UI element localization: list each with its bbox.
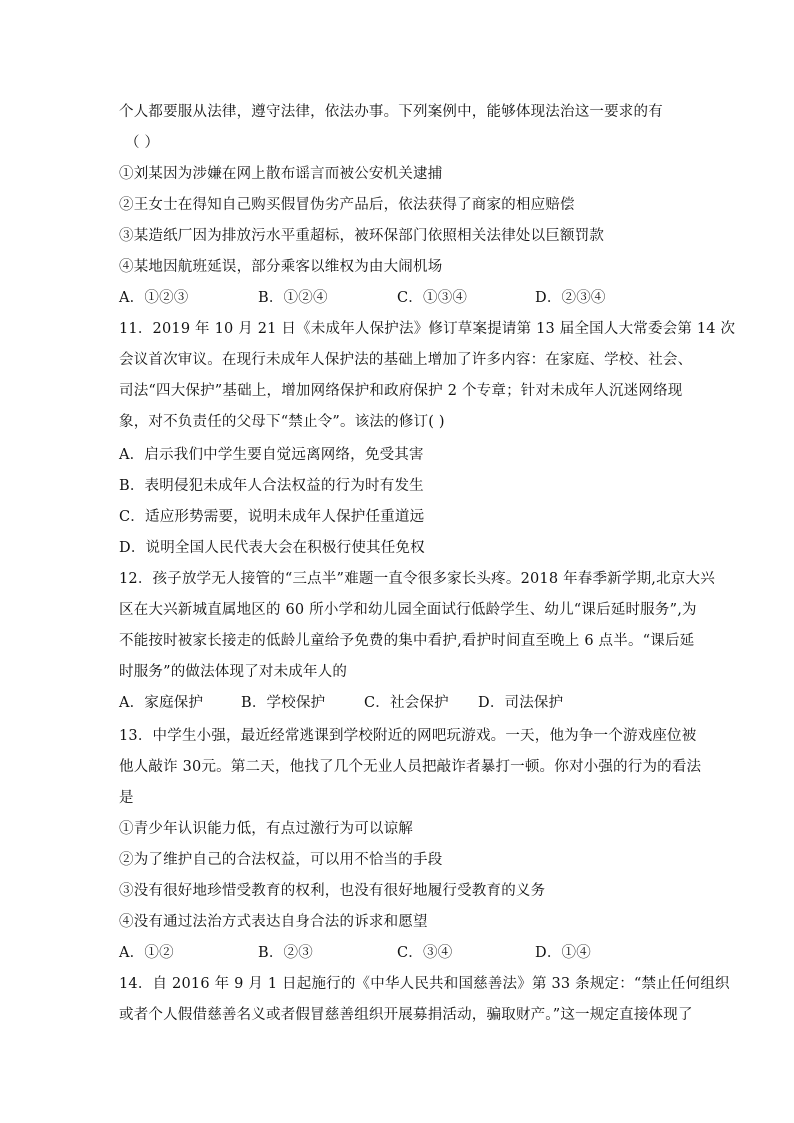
q12-option-d: D．司法保护 — [478, 695, 564, 711]
q12-stem-line-3: 不能按时被家长接走的低龄儿童给予免费的集中看护,看护时间直至晚上 6 点半。“课后延 — [119, 633, 695, 649]
q13-option-b: B．②③ — [258, 945, 313, 961]
q12-option-a: A．家庭保护 — [119, 695, 204, 711]
q13-item-2: ②为了维护自己的合法权益，可以用不恰当的手段 — [119, 852, 443, 868]
q11-stem-line-1: 11．2019 年 10 月 21 日《未成年人保护法》修订草案提请第 13 届全国人大常委会第 14 次 — [119, 321, 736, 337]
q11-stem-line-4: 象，对不负责任的父母下“禁止令”。该法的修订( ) — [119, 414, 445, 430]
q12-stem-line-2: 区在大兴新城直属地区的 60 所小学和幼儿园全面试行低龄学生、幼儿“课后延时服务”,为 — [119, 602, 697, 618]
q10-item-4: ④某地因航班延误，部分乘客以维权为由大闹机场 — [119, 259, 443, 275]
q10-item-2: ②王女士在得知自己购买假冒伪劣产品后，依法获得了商家的相应赔偿 — [119, 197, 575, 213]
q13-item-4: ④没有通过法治方式表达自身合法的诉求和愿望 — [119, 914, 428, 930]
q13-item-1: ①青少年认识能力低，有点过激行为可以谅解 — [119, 821, 413, 837]
q11-option-a: A．启示我们中学生要自觉远离网络，免受其害 — [119, 447, 424, 463]
q12-option-b: B．学校保护 — [241, 695, 326, 711]
q11-stem-line-2: 会议首次审议。在现行未成年人保护法的基础上增加了许多内容：在家庭、学校、社会、 — [119, 352, 693, 368]
q13-stem-line-3: 是 — [119, 790, 134, 806]
q11-option-c: C．适应形势需要，说明未成年人保护任重道远 — [119, 509, 425, 525]
q12-stem-line-4: 时服务”的做法体现了对未成年人的 — [119, 664, 348, 680]
q10-item-1: ①刘某因为涉嫌在网上散布谣言而被公安机关逮捕 — [119, 166, 443, 182]
q10-stem-line-1: 个人都要服从法律，遵守法律，依法办事。下列案例中，能够体现法治这一要求的有 — [119, 104, 663, 120]
q13-option-d: D．①④ — [535, 945, 591, 961]
q13-stem-line-2: 他人敲诈 30元。第二天，他找了几个无业人员把敲诈者暴打一顿。你对小强的行为的看法 — [119, 759, 702, 775]
q14-stem-line-2: 或者个人假借慈善名义或者假冒慈善组织开展募捐活动，骗取财产。”这一规定直接体现了 — [119, 1007, 693, 1023]
q10-option-b: B．①②④ — [258, 290, 328, 306]
q10-option-d: D．②③④ — [535, 290, 606, 306]
q12-stem-line-1: 12．孩子放学无人接管的“三点半”难题一直令很多家长头疼。2018 年春季新学期,北京大兴 — [119, 571, 715, 587]
q13-stem-line-1: 13．中学生小强，最近经常逃课到学校附近的网吧玩游戏。一天，他为争一个游戏座位被 — [119, 728, 697, 744]
q11-option-d: D．说明全国人民代表大会在积极行使其任免权 — [119, 540, 425, 556]
q11-option-b: B．表明侵犯未成年人合法权益的行为时有发生 — [119, 478, 424, 494]
q10-option-a: A．①②③ — [119, 290, 189, 306]
q10-option-c: C．①③④ — [397, 290, 468, 306]
q13-option-a: A．①② — [119, 945, 174, 961]
q13-item-3: ③没有很好地珍惜受教育的权利，也没有很好地履行受教育的义务 — [119, 883, 546, 899]
q10-item-3: ③某造纸厂因为排放污水平重超标，被环保部门依照相关法律处以巨额罚款 — [119, 228, 605, 244]
q11-stem-line-3: 司法“四大保护”基础上，增加网络保护和政府保护 2 个专章；针对未成年人沉迷网络现 — [119, 383, 683, 399]
q13-option-c: C．③④ — [397, 945, 453, 961]
q14-stem-line-1: 14．自 2016 年 9 月 1 日起施行的《中华人民共和国慈善法》第 33 条规定：“禁止任何组织 — [119, 976, 730, 992]
q10-answer-blank: （ ） — [125, 135, 160, 151]
q12-option-c: C．社会保护 — [364, 695, 449, 711]
